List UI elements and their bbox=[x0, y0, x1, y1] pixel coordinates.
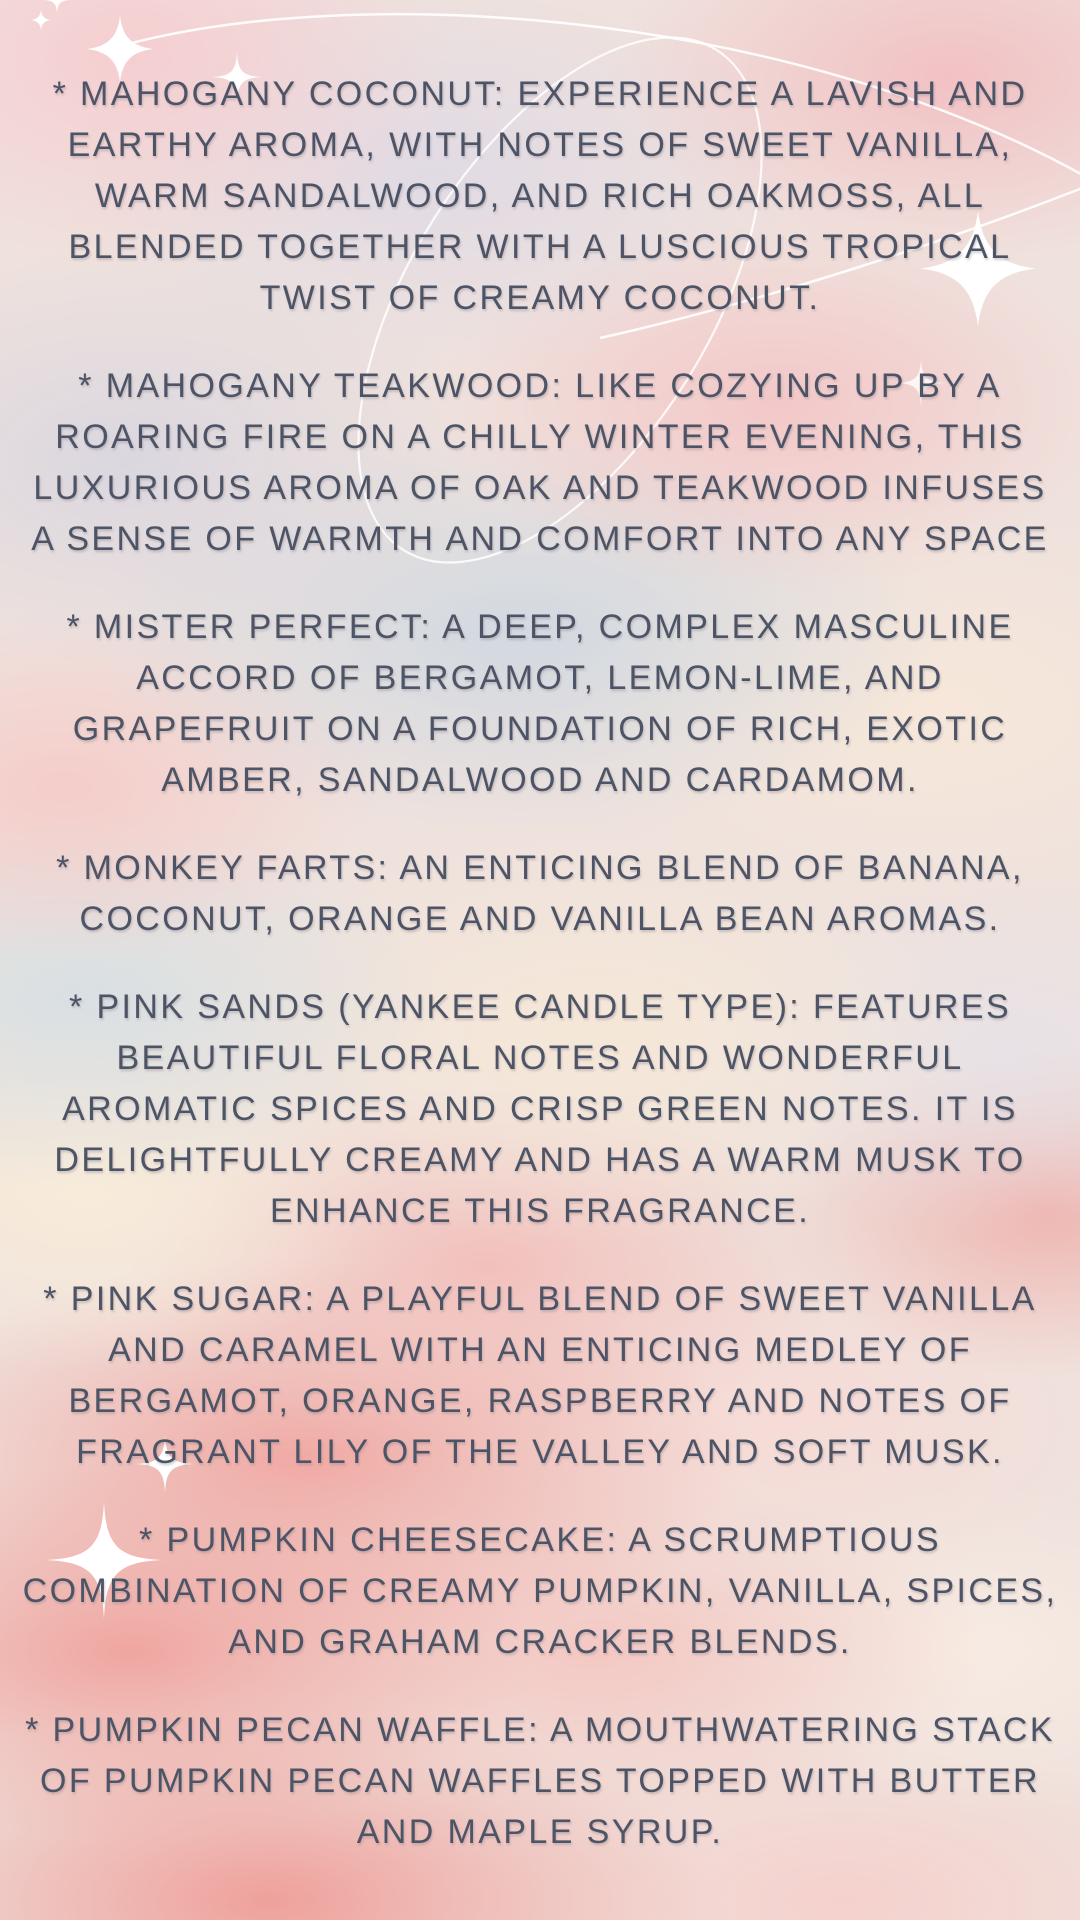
scent-description-pumpkin-cheesecake: * PUMPKIN CHEESECAKE: A SCRUMPTIOUS COMBINATION OF CREAMY PUMPKIN, VANILLA, SPICES, AND GRAHAM CRACKER BLENDS. bbox=[22, 1521, 1058, 1661]
scent-description-monkey-farts: * MONKEY FARTS: AN ENTICING BLEND OF BANANA, COCONUT, ORANGE AND VANILLA BEAN AROMAS. bbox=[56, 849, 1024, 938]
scent-description-pink-sugar: * PINK SUGAR: A PLAYFUL BLEND OF SWEET VANILLA AND CARAMEL WITH AN ENTICING MEDLEY OF BERGAMOT, ORANGE, RASPBERRY AND NOTES OF FRAGRANT LILY OF THE VALLEY AND SOFT MUSK. bbox=[43, 1280, 1037, 1471]
scent-description-mister-perfect: * MISTER PERFECT: A DEEP, COMPLEX MASCULINE ACCORD OF BERGAMOT, LEMON-LIME, AND GRAPEFRUIT ON A FOUNDATION OF RICH, EXOTIC AMBER, SANDALWOOD AND CARDAMOM. bbox=[66, 608, 1014, 799]
scent-description-pumpkin-pecan-waffle: * PUMPKIN PECAN WAFFLE: A MOUTHWATERING STACK OF PUMPKIN PECAN WAFFLES TOPPED WITH BUTTER AND MAPLE SYRUP. bbox=[25, 1711, 1055, 1851]
scent-description-mahogany-coconut: * MAHOGANY COCONUT: EXPERIENCE A LAVISH AND EARTHY AROMA, WITH NOTES OF SWEET VANILLA, WARM SANDALWOOD, AND RICH OAKMOSS, ALL BLENDED TOGETHER WITH A LUSCIOUS TROPICAL TWIST OF CREAMY COCONUT. bbox=[52, 75, 1028, 317]
scent-description-pink-sands: * PINK SANDS (YANKEE CANDLE TYPE): FEATURES BEAUTIFUL FLORAL NOTES AND WONDERFUL AROMATIC SPICES AND CRISP GREEN NOTES. IT IS DELIGHTFULLY CREAMY AND HAS A WARM MUSK TO ENHANCE THIS FRAGRANCE. bbox=[54, 988, 1026, 1230]
scent-description-mahogany-teakwood: * MAHOGANY TEAKWOOD: LIKE COZYING UP BY A ROARING FIRE ON A CHILLY WINTER EVENING, THIS LUXURIOUS AROMA OF OAK AND TEAKWOOD INFUSES A SENSE OF WARMTH AND COMFORT INTO ANY SPACE bbox=[31, 367, 1049, 558]
